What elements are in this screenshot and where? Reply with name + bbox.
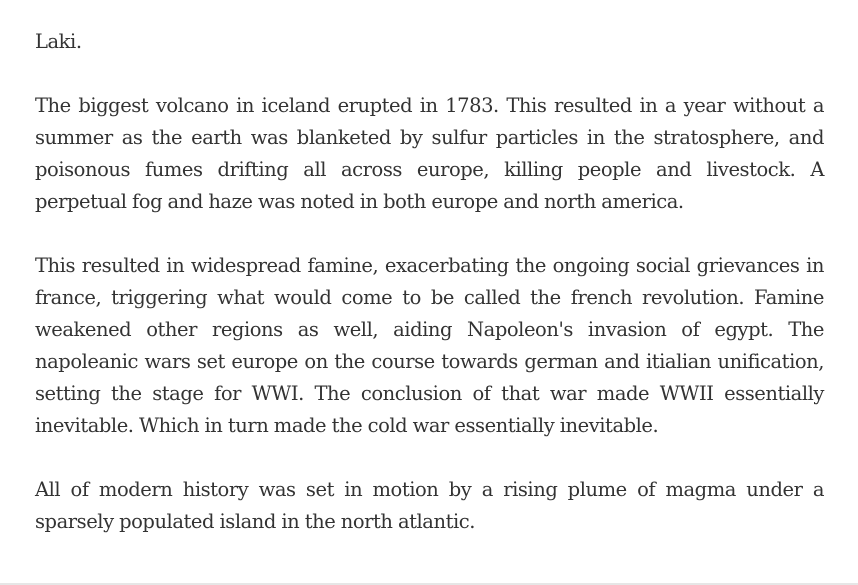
post-body bbox=[35, 26, 824, 570]
paragraph-conclusion: All of modern history was set in motion by a rising plume of magma under a sparsely populated island in the north atlantic. bbox=[35, 478, 824, 533]
paragraph-consequences: This resulted in widespread famine, exacerbating the ongoing social grievances in france, triggering what would come to be called the french revolution. Famine weakened other regions as well, aiding Napoleon's invasion of egypt. The napoleanic wars set europe on the course towards german and itialian unification, setting the stage for WWI. The conclusion of that war made WWII essentially inevitable. Which in turn made the cold war essentially inevitable. bbox=[35, 254, 824, 437]
post-title: Laki. bbox=[35, 30, 82, 53]
paragraph-eruption: The biggest volcano in iceland erupted in 1783. This resulted in a year without a summer as the earth was blanketed by sulfur particles in the stratosphere, and poisonous fumes drifting all across europe, killing people and livestock. A perpetual fog and haze was noted in both europe and north america. bbox=[35, 94, 824, 213]
